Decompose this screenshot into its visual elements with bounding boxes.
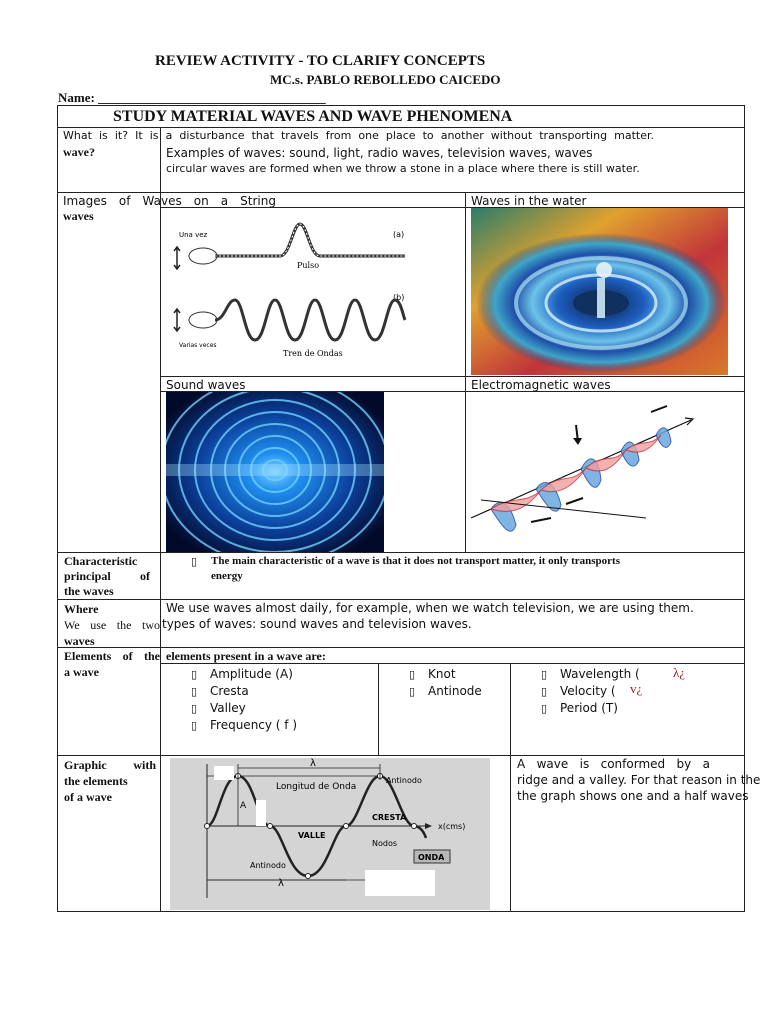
document-title: REVIEW ACTIVITY - TO CLARIFY CONCEPTS [155,53,486,69]
sound-waves-image [166,392,384,552]
wave-elements-figure [170,758,490,910]
list-item: ▯ Antinode [409,684,482,698]
characteristic-text-2: energy [211,570,243,582]
list-item: ▯ Knot [409,667,456,681]
arrow-icon [651,406,667,412]
wave-train-rope [215,300,405,340]
fig-lambda-top: λ [310,758,316,769]
fig-longitud-de-onda: Longitud de Onda [276,782,357,792]
row-label-characteristic [64,554,150,599]
table-column-divider [510,663,511,911]
graphic-text-3: the graph shows one and a half waves [517,789,749,803]
elements-list-3 [541,666,643,717]
label-line: Characteristic [64,554,138,568]
row-label-elements: Elements of the [64,649,160,663]
fig-antinodo-top: Antinodo [386,776,422,785]
fig-label-pulso: Pulso [297,261,320,270]
em-waves-label: Electromagnetic waves [471,378,611,392]
label-line: principal of [64,569,150,583]
fig-label-b: (b) [393,293,405,302]
circular-waves-text: circular waves are formed when we throw a stone in a place where there is still water. [166,162,640,175]
label-line: We use the two [64,618,160,632]
what-is-wave-text: What is it? It is a disturbance that travels from one place to another without transporting matter. [63,129,654,142]
row-label-wave: wave? [63,145,95,159]
graphic-text: A wave is conformed by a [517,757,710,771]
table-border-left [57,105,58,911]
lambda-symbol: λ¿ [673,665,686,680]
up-down-arrow-icon [174,247,180,269]
velocity-symbol: v¿ [630,681,643,696]
where-text: We use waves almost daily, for example, when we watch television, we are using them. [166,601,694,615]
table-divider [160,376,745,377]
fig-valle: VALLE [298,831,326,840]
water-waves-image [471,208,728,375]
arrow-icon [531,518,551,522]
em-waves-figure [471,400,726,550]
water-waves-label: Waves in the water [471,194,587,208]
author-name: MC.s. PABLO REBOLLEDO CAICEDO [270,72,501,87]
fig-label-varias-veces: Varias veces [179,342,217,349]
fig-onda: ONDA [418,853,445,862]
images-label-waves: waves [63,209,94,223]
fig-label-una-vez: Una vez [179,231,208,239]
wave-examples-text: Examples of waves: sound, light, radio waves, television waves, waves [166,146,593,160]
list-item: ▯ Cresta [191,684,249,698]
fig-xcms: x(cms) [438,822,466,831]
table-column-divider [465,192,466,552]
images-label: Images of Waves on a String [63,194,276,208]
table-border-bottom [57,911,745,912]
fig-label-a: (a) [393,230,405,239]
label-line: Graphic with [64,758,156,772]
table-title: STUDY MATERIAL WAVES AND WAVE PHENOMENA [113,108,513,125]
label-line: waves [64,634,95,648]
label-line: of a wave [64,790,112,804]
list-item: ▯ Velocity ( [541,684,616,698]
pulse-rope [215,224,405,256]
student-name-label: Name: ___________________________________ [58,90,326,105]
label-line: the elements [64,774,128,788]
graphic-text-2: ridge and a valley. For that reason in the [517,773,761,787]
fig-antinodo-bottom: Antinodo [250,861,286,870]
table-border-top [57,105,745,106]
string-waves-figure [165,216,415,366]
list-item: ▯ Valley [191,701,246,715]
list-item: ▯ Frequency ( f ) [191,718,298,732]
row-label-where [64,601,160,649]
where-text-2: types of waves: sound waves and television waves. [162,617,472,631]
hand-icon [189,312,217,328]
arrow-icon [566,498,583,504]
fig-a-label: A [240,801,247,811]
elements-list-1 [191,666,297,734]
sound-waves-label: Sound waves [166,378,246,392]
row-label-graphic [64,757,156,805]
list-item: ▯ Wavelength ( [541,667,640,681]
table-column-divider [160,127,161,911]
bullet-icon: ▯ [191,555,198,568]
list-item: ▯ Amplitude (A) [191,667,293,681]
characteristic-text: The main characteristic of a wave is that it does not transport matter, it only transports [211,555,620,567]
hand-icon [189,248,217,264]
elements-heading: elements present in a wave are: [166,649,326,663]
row-label-elements-2: a wave [64,665,99,679]
label-line: Where [64,602,99,616]
list-item: ▯ Period (T) [541,701,618,715]
fig-cresta: CRESTA [372,813,407,822]
table-column-divider [378,663,379,755]
label-line: the waves [64,584,114,598]
elements-list-2 [409,666,482,700]
fig-label-tren-de-ondas: Tren de Ondas [283,349,343,358]
fig-lambda-bottom: λ [278,878,284,889]
up-down-arrow-icon [174,309,180,331]
fig-nodos: Nodos [372,839,398,848]
